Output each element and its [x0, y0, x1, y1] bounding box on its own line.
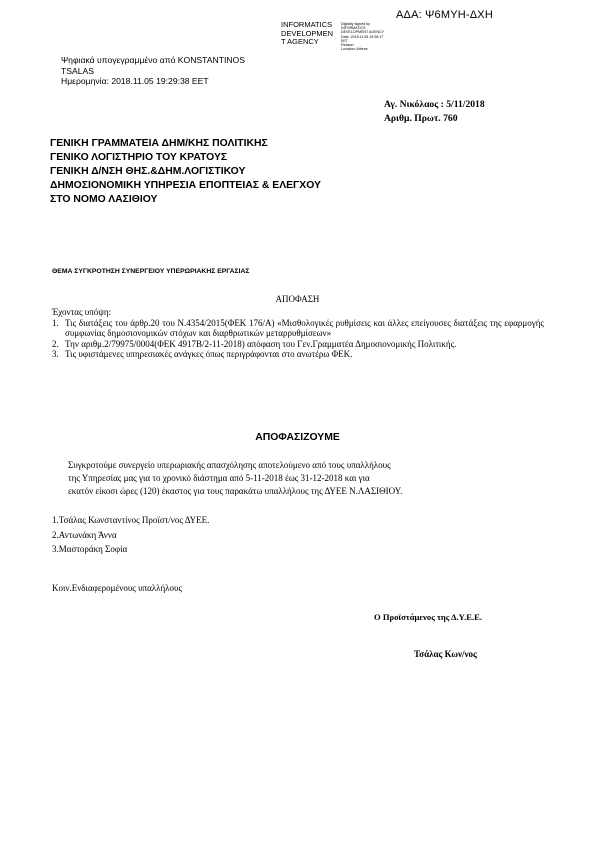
signature-line: TSALAS — [61, 65, 94, 76]
digital-signature-info — [61, 55, 245, 87]
considering-section — [52, 307, 544, 360]
item-number: 3. — [52, 349, 59, 359]
subject-line: ΘΕΜΑ ΣΥΓΚΡΟΤΗΣΗ ΣΥΝΕΡΓΕΙΟΥ ΥΠΕΡΩΡΙΑΚΗΣ ΕΡΓΑΣΙΑΣ — [52, 268, 250, 275]
employee-list — [52, 513, 209, 557]
body-line: εκατόν είκοσι ώρες (120) έκαστος για τους παρακάτω υπαλλήλους της ΔΥΕΕ Ν.ΛΑΣΙΘΙΟΥ. — [68, 486, 403, 496]
ada-code: ΑΔΑ: Ψ6ΜΥΗ-ΔΧΗ — [396, 9, 493, 21]
stamp-line: DEVELOPMEN — [281, 28, 334, 38]
item-number: 2. — [52, 338, 59, 349]
signature-date: Ημερομηνία: 2018.11.05 19:29:38 EET — [61, 76, 209, 86]
recipients: Κοιν.Ενδιαφερομένους υπαλλήλους — [52, 583, 183, 593]
body-line: Συγκροτούμε συνεργείο υπερωριακής απασχόλησης αποτελούμενο από τους υπαλλήλους — [68, 460, 391, 470]
header-line: ΓΕΝΙΚΗ ΓΡΑΜΜΑΤΕΙΑ ΔΗΜ/ΚΗΣ ΠΟΛΙΤΙΚΗΣ — [50, 138, 268, 149]
decision-heading: ΑΠΟΦΑΣΗ — [275, 294, 320, 304]
header-line: ΓΕΝΙΚΗ Δ/ΝΣΗ ΘΗΣ.&ΔΗΜ.ΛΟΓΙΣΤΙΚΟΥ — [50, 166, 246, 177]
issuer-header — [50, 137, 321, 207]
we-decide-heading: ΑΠΟΦΑΣΙΖΟΥΜΕ — [255, 432, 340, 443]
signer-name: Τσάλας Κων/νος — [414, 649, 477, 659]
considering-item — [52, 349, 544, 360]
signer-title: Ο Προϊστάμενος της Δ.Υ.Ε.Ε. — [374, 612, 482, 622]
item-text: Τις διατάξεις του άρθρ.20 του Ν.4354/2015(ΦΕΚ 176/Α) «Μισθολογικές ρυθμίσεις και άλλες επείγουσες διατάξεις της εφαρμογής συμφωνίας δημοσιονομικών στόχων και διαρθρωτικών μεταρρυθμίσεων» — [65, 317, 544, 338]
stamp-line: T AGENCY — [281, 37, 319, 46]
digital-signature-stamp — [281, 20, 385, 52]
protocol-number: Αριθμ. Πρωτ. 760 — [384, 113, 458, 124]
item-text: Τις υφιστάμενες υπηρεσιακές ανάγκες όπως περιγράφονται στο ανωτέρω ΦΕΚ. — [65, 349, 353, 359]
header-line: ΔΗΜΟΣΙΟΝΟΜΙΚΗ ΥΠΗΡΕΣΙΑ ΕΠΟΠΤΕΙΑΣ & ΕΛΕΓΧΟΥ — [50, 180, 321, 191]
signature-line: Ψηφιακά υπογεγραμμένο από KONSTANTINOS — [61, 55, 245, 65]
item-text: Την αριθμ.2/79975/0004(ΦΕΚ 4917Β/2-11-2018) απόφαση του Γεν.Γραμματέα Δημοσιονομικής Πολιτικής. — [65, 338, 457, 349]
stamp-line: INFORMATICS — [281, 20, 333, 29]
list-item: 2.Αντωνάκη Άννα — [52, 529, 117, 540]
list-item: 3.Μαστοράκη Σοφία — [52, 544, 128, 554]
stamp-details: Digitally signed by INFORMATICS DEVELOPMENT AGENCY Date: 2018.11.05 19:28:17 EET Reason: Location: Athens — [341, 22, 385, 52]
considering-item — [52, 318, 544, 339]
considering-label: Έχοντας υπόψη: — [52, 307, 112, 317]
list-item: 1.Τσάλας Κωνσταντίνος Προϊστ/νος ΔΥΕΕ. — [52, 515, 210, 525]
item-number: 1. — [52, 317, 59, 328]
stamp-org-name — [281, 21, 333, 47]
considering-item — [52, 339, 544, 350]
decision-body — [68, 459, 402, 498]
body-line: της Υπηρεσίας μας για το χρονικό διάστημα από 5-11-2018 έως 31-12-2018 και για — [68, 473, 370, 483]
header-line: ΣΤΟ ΝΟΜΟ ΛΑΣΙΘΙΟΥ — [50, 194, 158, 205]
place-date: Αγ. Νικόλαος : 5/11/2018 — [384, 99, 485, 110]
header-line: ΓΕΝΙΚΟ ΛΟΓΙΣΤΗΡΙΟ ΤΟΥ ΚΡΑΤΟΥΣ — [50, 152, 228, 163]
